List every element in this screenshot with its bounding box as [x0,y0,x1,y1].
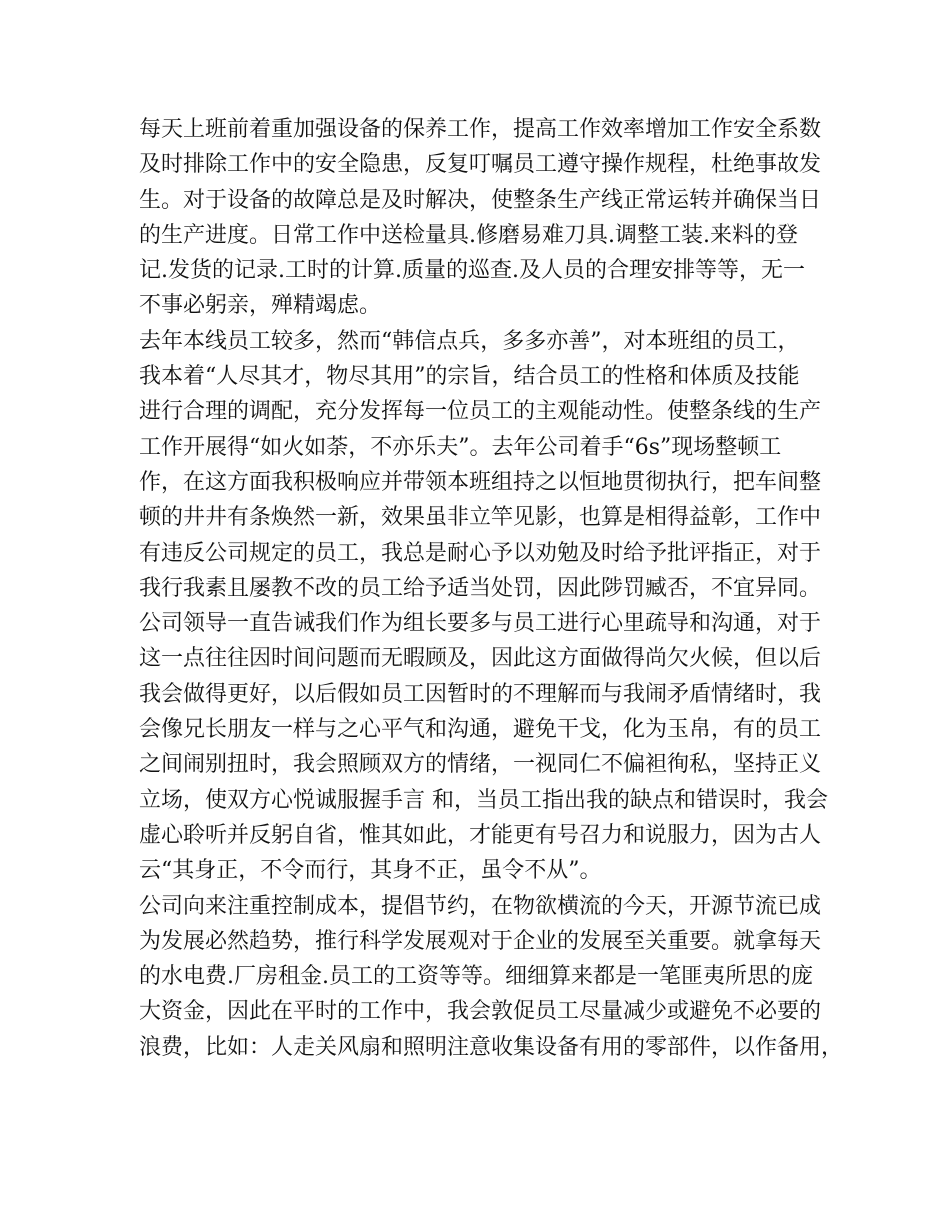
text-line: 去年本线员工较多，然而“韩信点兵，多多亦善”，对本班组的员工， [139,328,800,354]
text-line: 的生产进度。日常工作中送检量具.修磨易难刀具.调整工装.来料的登 [139,222,798,248]
text-line: 我会做得更好，以后假如员工因暂时的不理解而与我闹矛盾情绪时，我 [139,681,822,707]
text-line: 浪费，比如：人走关风扇和照明注意收集设备有用的零部件，以作备用， [139,1034,844,1060]
text-line: 有违反公司规定的员工，我总是耐心予以劝勉及时给予批评指正，对于 [139,540,822,566]
text-line: 的水电费.厂房租金.员工的工资等等。细细算来都是一笔匪夷所思的庞 [139,964,813,990]
text-line: 之间闹别扭时，我会照顾双方的情绪，一视同仁不偏袒徇私，坚持正义 [139,752,822,778]
text-line: 我本着“人尽其才，物尽其用”的宗旨，结合员工的性格和体质及技能 [139,364,800,390]
text-line: 生。对于设备的故障总是及时解决，使整条生产线正常运转并确保当日 [139,187,822,213]
text-line: 大资金，因此在平时的工作中，我会敦促员工尽量减少或避免不必要的 [139,999,822,1025]
text-line: 工作开展得“如火如荼，不亦乐夫”。去年公司着手“6s”现场整顿工 [139,434,782,460]
text-line: 会像兄长朋友一样与之心平气和沟通，避免干戈，化为玉帛，有的员工 [139,717,822,743]
text-line: 我行我素且屡教不改的员工给予适当处罚，因此陟罚臧否，不宜异同。 [139,575,822,601]
text-line: 作，在这方面我积极响应并带领本班组持之以恒地贯彻执行，把车间整 [139,469,822,495]
text-line: 不事必躬亲，殚精竭虑。 [139,293,382,319]
text-line: 这一点往往因时间问题而无暇顾及，因此这方面做得尚欠火候，但以后 [139,646,822,672]
text-line: 记.发货的记录.工时的计算.质量的巡查.及人员的合理安排等等，无一 [139,258,805,284]
text-line: 进行合理的调配，充分发挥每一位员工的主观能动性。使整条线的生产 [139,399,822,425]
text-line: 虚心聆听并反躬自省，惟其如此，才能更有号召力和说服力，因为古人 [139,822,822,848]
text-line: 公司领导一直告诫我们作为组长要多与员工进行心里疏导和沟通，对于 [139,611,822,637]
text-line: 云“其身正，不令而行，其身不正，虽令不从”。 [139,858,602,884]
text-line: 为发展必然趋势，推行科学发展观对于企业的发展至关重要。就拿每天 [139,928,822,954]
text-line: 公司向来注重控制成本，提倡节约，在物欲横流的今天，开源节流已成 [139,893,822,919]
body-text [139,112,844,1065]
text-line: 立场，使双方心悦诚服握手言 和，当员工指出我的缺点和错误时，我会 [139,787,828,813]
text-line: 顿的井井有条焕然一新，效果虽非立竿见影，也算是相得益彰，工作中 [139,505,822,531]
text-line: 每天上班前着重加强设备的保养工作，提高工作效率增加工作安全系数 [139,117,822,142]
text-line: 及时排除工作中的安全隐患，反复叮嘱员工遵守操作规程，杜绝事故发 [139,152,822,178]
